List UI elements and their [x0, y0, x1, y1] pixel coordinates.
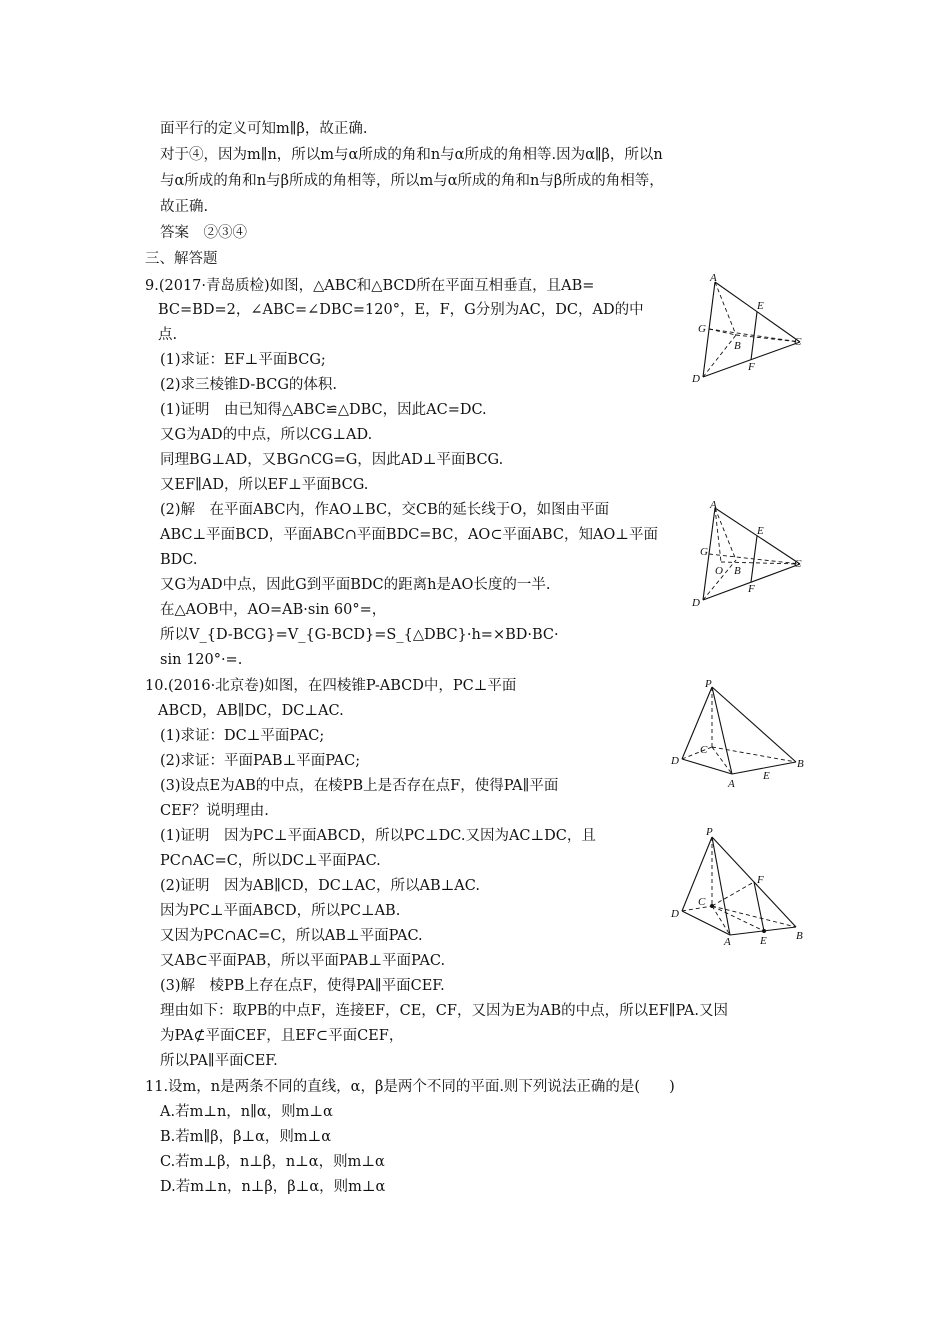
figure-tetrahedron-2 — [688, 500, 813, 610]
text-line: 因为PC⊥平面ABCD，所以PC⊥AB. — [160, 903, 401, 919]
figure-pyramid-2 — [668, 825, 810, 945]
label-e: E — [757, 300, 764, 312]
label-c: C — [700, 744, 708, 756]
label-g: G — [700, 546, 708, 558]
label-f: F — [748, 361, 755, 373]
text-line: (1)求证：DC⊥平面PAC; — [160, 728, 325, 744]
problem-10-statement: 10.(2016·北京卷)如图，在四棱锥P-ABCD中，PC⊥平面 — [145, 678, 517, 694]
section-heading: 三、解答题 — [145, 251, 218, 267]
label-p: P — [705, 678, 712, 690]
label-d: D — [671, 755, 679, 767]
label-o: O — [715, 565, 723, 577]
figure-pyramid-1 — [668, 675, 810, 790]
label-c: C — [794, 336, 802, 348]
text-line: (2)求三棱锥D-BCG的体积. — [160, 377, 338, 393]
text-line: 所以PA∥平面CEF. — [160, 1053, 278, 1069]
figure-tetrahedron-1 — [688, 272, 813, 387]
text-line: 又G为AD的中点，所以CG⊥AD. — [160, 427, 373, 443]
text-line: 又G为AD中点，因此G到平面BDC的距离h是AO长度的一半. — [160, 577, 551, 593]
text-line: 面平行的定义可知m∥β，故正确. — [160, 121, 368, 137]
label-g: G — [698, 323, 706, 335]
text-line: 理由如下：取PB的中点F，连接EF，CE，CF，又因为E为AB的中点，所以EF∥PA.又因 — [160, 1003, 729, 1019]
text-line: 对于④，因为m∥n，所以m与α所成的角和n与α所成的角相等.因为α∥β，所以n — [160, 147, 663, 163]
text-line: 所以V_{D-BCG}=V_{G-BCD}=S_{△DBC}·h=×BD·BC· — [160, 627, 559, 643]
text-line: 故正确. — [160, 199, 209, 215]
label-a: A — [710, 272, 717, 284]
text-line: BC=BD=2，∠ABC=∠DBC=120°，E，F，G分别为AC，DC，AD的中 — [158, 302, 644, 318]
text-line: sin 120°·=. — [160, 652, 243, 668]
label-b: B — [796, 930, 803, 942]
text-line: 在△AOB中，AO=AB·sin 60°=， — [160, 602, 387, 618]
text-line: (2)求证：平面PAB⊥平面PAC; — [160, 753, 361, 769]
text-line: 与α所成的角和n与β所成的角相等，所以m与α所成的角和n与β所成的角相等， — [160, 173, 664, 189]
label-b: B — [797, 758, 804, 770]
text-line: 又因为PC∩AC=C，所以AB⊥平面PAC. — [160, 928, 423, 944]
text-line: 点. — [158, 327, 178, 343]
label-a: A — [710, 500, 717, 511]
option-b: B.若m∥β，β⊥α，则m⊥α — [160, 1129, 332, 1145]
text-line: (3)设点E为AB的中点，在棱PB上是否存在点F，使得PA∥平面 — [160, 778, 559, 794]
text-line: (3)解 棱PB上存在点F，使得PA∥平面CEF. — [160, 978, 445, 994]
label-e: E — [757, 525, 764, 537]
text-line: (1)求证：EF⊥平面BCG; — [160, 352, 326, 368]
problem-11-statement: 11.设m，n是两条不同的直线，α，β是两个不同的平面.则下列说法正确的是( ) — [145, 1079, 675, 1095]
option-a: A.若m⊥n，n∥α，则m⊥α — [160, 1104, 333, 1120]
label-b: B — [734, 340, 741, 352]
label-a: A — [728, 778, 735, 790]
label-p: P — [706, 826, 713, 838]
text-line: ABCD，AB∥DC，DC⊥AC. — [158, 703, 344, 719]
text-line: CEF？说明理由. — [160, 803, 269, 819]
label-e: E — [760, 935, 767, 945]
label-c: C — [698, 896, 706, 908]
label-f: F — [757, 874, 764, 886]
text-line: 同理BG⊥AD，又BG∩CG=G，因此AD⊥平面BCG. — [160, 452, 504, 468]
option-c: C.若m⊥β，n⊥β，n⊥α，则m⊥α — [160, 1154, 385, 1170]
label-b: B — [734, 565, 741, 577]
label-d: D — [692, 373, 700, 385]
text-line: (2)证明 因为AB∥CD，DC⊥AC，所以AB⊥AC. — [160, 878, 480, 894]
text-line: (2)解 在平面ABC内，作AO⊥BC，交CB的延长线于O，如图由平面 — [160, 502, 610, 518]
text-line: (1)证明 因为PC⊥平面ABCD，所以PC⊥DC.又因为AC⊥DC，且 — [160, 828, 596, 844]
text-line: 又EF∥AD，所以EF⊥平面BCG. — [160, 477, 369, 493]
answer-line: 答案 ②③④ — [160, 225, 247, 241]
text-line: (1)证明 由已知得△ABC≌△DBC，因此AC=DC. — [160, 402, 487, 418]
label-f: F — [748, 583, 755, 595]
point-e-dot — [762, 929, 766, 933]
problem-9-statement: 9.(2017·青岛质检)如图，△ABC和△BCD所在平面互相垂直，且AB= — [145, 278, 595, 294]
text-line: PC∩AC=C，所以DC⊥平面PAC. — [160, 853, 381, 869]
text-line: 又AB⊂平面PAB，所以平面PAB⊥平面PAC. — [160, 953, 446, 969]
text-line: BDC. — [160, 552, 198, 568]
option-d: D.若m⊥n，n⊥β，β⊥α，则m⊥α — [160, 1179, 386, 1195]
point-c-dot — [710, 904, 714, 908]
label-e: E — [763, 770, 770, 782]
text-line: 为PA⊄平面CEF，且EF⊂平面CEF， — [160, 1028, 404, 1044]
label-d: D — [671, 908, 679, 920]
label-d: D — [692, 597, 700, 609]
label-a: A — [724, 936, 731, 945]
label-c: C — [794, 558, 802, 570]
text-line: ABC⊥平面BCD，平面ABC∩平面BDC=BC，AO⊂平面ABC，知AO⊥平面 — [160, 527, 658, 543]
